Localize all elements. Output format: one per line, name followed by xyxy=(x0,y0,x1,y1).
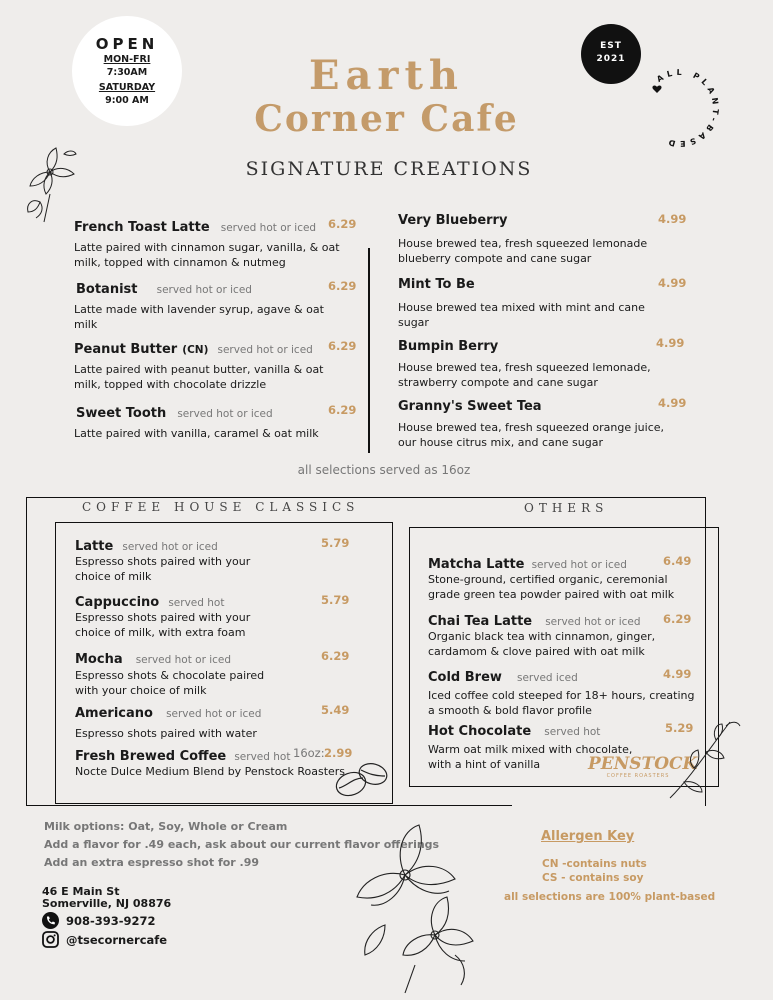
item-description: House brewed tea, fresh squeezed lemonade blueberry compote and cane sugar xyxy=(398,237,648,265)
served-label: served hot or iced xyxy=(122,541,218,553)
allergen-cn: CN -contains nuts xyxy=(542,858,647,870)
item-name: Latte xyxy=(75,539,114,554)
item-name: Mocha xyxy=(75,652,123,667)
item-price: 4.99 xyxy=(663,667,692,681)
item-name: Chai Tea Latte xyxy=(428,614,533,629)
item-name: Hot Chocolate xyxy=(428,724,532,739)
item-description: Espresso shots paired with your choice of milk, with extra foam xyxy=(75,611,251,639)
open-label: OPEN xyxy=(95,35,159,53)
phone-row xyxy=(42,912,156,929)
allergen-tag: (CN) xyxy=(182,344,209,356)
item-price: 4.99 xyxy=(656,336,685,350)
item-price: 4.99 xyxy=(658,396,687,410)
phone-icon xyxy=(42,912,59,929)
outer-frame-bottom xyxy=(26,805,512,806)
note-line: Milk options: Oat, Soy, Whole or Cream xyxy=(44,820,288,833)
svg-text:ALL PLANT-BASED xyxy=(655,68,720,148)
item-description: Nocte Dulce Medium Blend by Penstock Roasters xyxy=(75,765,346,778)
item-name: Matcha Latte xyxy=(428,557,525,572)
menu-item xyxy=(428,553,713,610)
item-price: 6.29 xyxy=(321,649,350,663)
item-name: Fresh Brewed Coffee xyxy=(75,749,227,764)
heart-icon xyxy=(652,86,661,93)
item-name: Mint To Be xyxy=(398,277,475,292)
served-label: served hot or iced xyxy=(220,222,317,234)
allergen-heading: Allergen Key xyxy=(541,829,635,844)
item-price: 4.99 xyxy=(658,276,687,290)
item-name: Americano xyxy=(75,706,153,721)
saturday-time: 9:00 AM xyxy=(105,95,149,106)
item-name: Sweet Tooth xyxy=(76,406,167,421)
served-label: served iced xyxy=(517,672,578,684)
phone-number[interactable]: 908-393-9272 xyxy=(66,913,156,928)
branch-sketch-icon xyxy=(664,712,744,802)
served-label: served hot or iced xyxy=(166,708,262,720)
served-label: served hot xyxy=(168,597,225,609)
classics-heading: COFFEE HOUSE CLASSICS xyxy=(82,500,360,514)
item-description: Espresso shots paired with your choice of milk xyxy=(75,555,251,583)
menu-item xyxy=(75,745,375,785)
served-label: served hot or iced xyxy=(177,408,273,420)
penstock-sub: COFFEE ROASTERS xyxy=(606,773,670,779)
address-line1: 46 E Main St xyxy=(42,885,120,898)
item-price: 5.49 xyxy=(321,703,350,717)
menu-item xyxy=(74,338,357,402)
item-price: 6.29 xyxy=(328,403,357,417)
item-price: 6.29 xyxy=(328,279,357,293)
saturday-label: SATURDAY xyxy=(98,82,156,93)
served-label: served hot or iced xyxy=(135,654,232,666)
flower-sketch-icon xyxy=(20,142,82,224)
note-line: Add a flavor for .49 each, ask about our current flavor offerings xyxy=(44,838,440,851)
served-label: served hot or iced xyxy=(217,344,313,356)
weekday-label: MON-FRI xyxy=(103,54,151,65)
address xyxy=(42,886,171,910)
signature-right-column xyxy=(398,209,688,449)
allergen-cs: CS - contains soy xyxy=(542,872,644,884)
menu-item xyxy=(75,535,375,591)
item-price: 6.29 xyxy=(328,217,357,231)
served-label: served hot or iced xyxy=(545,616,641,628)
menu-item xyxy=(74,278,357,338)
item-price: 2.99 xyxy=(324,746,353,760)
plant-based-badge xyxy=(630,58,730,158)
item-description: Warm oat milk mixed with chocolate, with a hint of vanilla xyxy=(428,743,633,771)
item-name: Very Blueberry xyxy=(398,213,508,228)
served-label: served hot or iced xyxy=(531,559,627,571)
item-price: 6.29 xyxy=(328,339,357,353)
menu-item xyxy=(398,335,688,395)
est-label: EST xyxy=(600,41,622,51)
est-year: 2021 xyxy=(596,54,626,64)
item-price: 6.49 xyxy=(663,554,692,568)
item-name: Cappuccino xyxy=(75,595,160,610)
item-description: Espresso shots & chocolate paired with your choice of milk xyxy=(75,669,265,697)
item-description: Latte paired with cinnamon sugar, vanilla, & oat milk, topped with cinnamon & nutmeg xyxy=(74,241,340,269)
item-name: Granny's Sweet Tea xyxy=(398,399,542,414)
served-label: served hot xyxy=(234,751,291,763)
item-price: 5.79 xyxy=(321,536,350,550)
item-description: Iced coffee cold steeped for 18+ hours, creating a smooth & bold flavor profile xyxy=(428,689,695,717)
signature-heading: SIGNATURE CREATIONS xyxy=(245,158,533,180)
menu-item xyxy=(75,702,375,745)
menu-item xyxy=(74,216,357,278)
instagram-row xyxy=(42,931,167,948)
item-name: Botanist xyxy=(76,282,138,297)
menu-item xyxy=(398,209,688,273)
address-line2: Somerville, NJ 08876 xyxy=(42,897,172,910)
instagram-icon xyxy=(42,931,59,948)
hibiscus-sketch-icon xyxy=(345,815,495,995)
item-description: House brewed tea mixed with mint and cane sugar xyxy=(398,301,645,329)
item-price: 5.79 xyxy=(321,593,350,607)
cafe-title-line1: Earth xyxy=(308,52,465,99)
signature-left-column xyxy=(74,216,357,442)
item-description: Latte paired with vanilla, caramel & oat milk xyxy=(74,427,319,440)
item-name: French Toast Latte xyxy=(74,220,210,235)
served-label: served hot or iced xyxy=(156,284,252,296)
others-heading: OTHERS xyxy=(524,501,609,515)
menu-item xyxy=(398,395,688,449)
menu-item xyxy=(428,610,713,666)
penstock-name: PENSTOCK xyxy=(588,754,698,774)
menu-item xyxy=(75,648,375,702)
instagram-handle[interactable]: @tsecornercafe xyxy=(66,932,168,947)
serving-size-note: all selections served as 16oz xyxy=(297,463,471,477)
item-name: Cold Brew xyxy=(428,670,502,685)
item-price: 4.99 xyxy=(658,212,687,226)
item-price: 6.29 xyxy=(663,612,692,626)
item-description: Stone-ground, certified organic, ceremonial grade green tea powder paired with oat milk xyxy=(428,573,675,601)
item-description: Organic black tea with cinnamon, ginger, cardamom & clove paired with oat milk xyxy=(428,630,656,658)
menu-item xyxy=(74,402,357,442)
signature-divider xyxy=(368,248,370,453)
item-description: Latte paired with peanut butter, vanilla & oat milk, topped with chocolate drizzle xyxy=(74,363,324,391)
coffee-beans-icon xyxy=(331,758,391,800)
plant-based-text: ALL PLANT-BASED xyxy=(655,67,721,149)
served-label: served hot xyxy=(544,726,601,738)
cafe-title-line2: Corner Cafe xyxy=(254,98,519,140)
size-label: 16oz: xyxy=(293,746,325,760)
menu-item xyxy=(75,591,375,648)
weekday-time: 7:30AM xyxy=(106,67,148,78)
item-name: Peanut Butter xyxy=(74,342,178,357)
note-line: Add an extra espresso shot for .99 xyxy=(44,856,260,869)
item-price: 5.29 xyxy=(665,721,694,735)
menu-item xyxy=(398,273,688,335)
plant-based-note: all selections are 100% plant-based xyxy=(504,891,716,903)
item-description: Latte made with lavender syrup, agave & oat milk xyxy=(74,303,324,331)
classics-list xyxy=(75,535,375,785)
item-name: Bumpin Berry xyxy=(398,339,499,354)
item-description: House brewed tea, fresh squeezed lemonade, strawberry compote and cane sugar xyxy=(398,361,651,389)
item-description: House brewed tea, fresh squeezed orange juice, our house citrus mix, and cane sugar xyxy=(398,421,665,449)
item-description: Espresso shots paired with water xyxy=(75,727,257,740)
